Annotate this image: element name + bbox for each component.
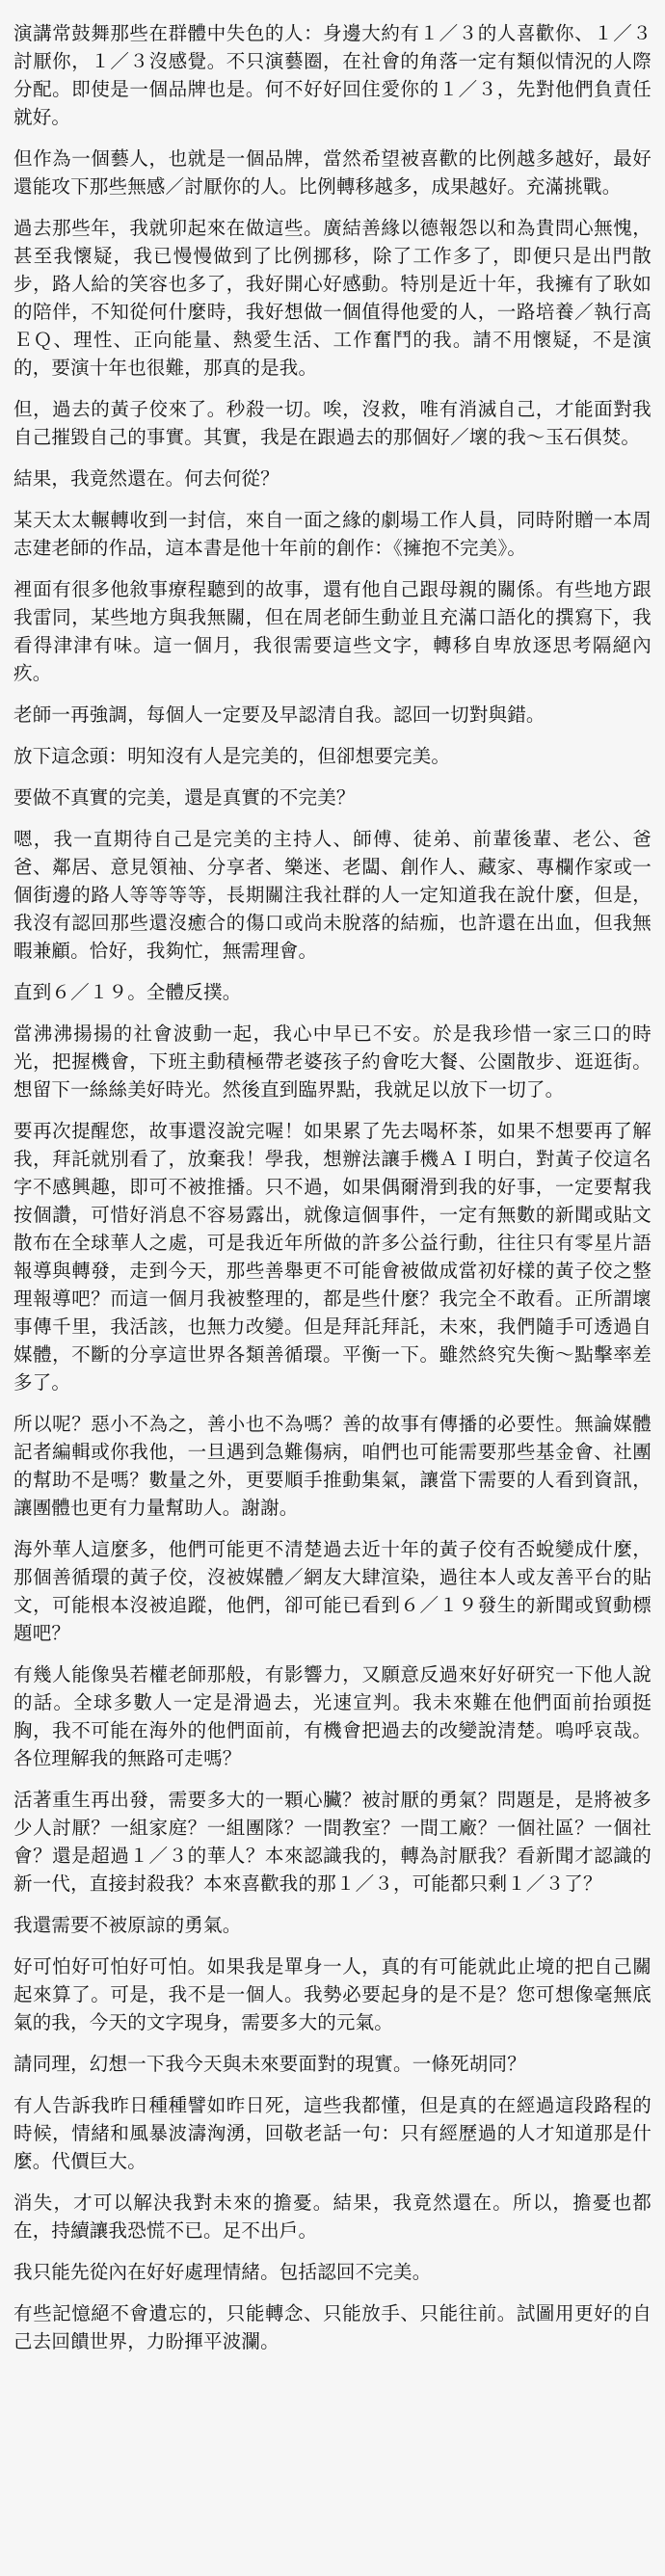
- paragraph: 我還需要不被原諒的勇氣。: [13, 1914, 242, 1936]
- paragraph: 嗯，我一直期待自己是完美的主持人、師傅、徒弟、前輩後輩、老公、爸爸、鄰居、意見領袖、分享者、樂迷、老闆、創作人、藏家、專欄作家或一個街邊的路人等等等等，長期關注我社群的人一定知道我在說什麼，但是，我沒有認回那些還沒癒合的傷口或尚未脫落的結痂，也許還在出血，但我無暇兼顧。恰好，我夠忙，無需理會。: [13, 828, 652, 962]
- paragraph: 所以呢？惡小不為之，善小也不為嗎？善的故事有傳播的必要性。無論媒體記者編輯或你我他，一旦遇到急難傷病，咱們也可能需要那些基金會、社團的幫助不是嗎？數量之外，更要順手推動集氣，讓當下需要的人看到資訊，讓團體也更有力量幫助人。謝謝。: [13, 1413, 652, 1519]
- paragraph: 要做不真實的完美，還是真實的不完美？: [13, 786, 356, 809]
- paragraph: 放下這念頭：明知沒有人是完美的，但卻想要完美。: [13, 745, 451, 767]
- paragraph: 消失，才可以解決我對未來的擔憂。結果，我竟然還在。所以，擔憂也都在，持續讓我恐慌不已。足不出戶。: [13, 2191, 652, 2242]
- paragraph: 有人告訴我昨日種種譬如昨日死，這些我都懂，但是真的在經過這段路程的時候，情緒和風暴波濤洶湧，回敬老話一句：只有經歷過的人才知道那是什麼。代價巨大。: [13, 2094, 652, 2172]
- paragraph: 結果，我竟然還在。何去何從？: [13, 467, 279, 490]
- paragraph: 過去那些年，我就卯起來在做這些。廣結善緣以德報怨以和為貴問心無愧，甚至我懷疑，我已慢慢做到了比例挪移，除了工作多了，即便只是出門散步，路人給的笑容也多了，我好開心好感動。特別是近十年，我擁有了耿如的陪伴，不知從何什麼時，我好想做一個值得他愛的人，一路培養／執行高ＥＱ、理性、正向能量、熱愛生活、工作奮鬥的我。請不用懷疑，不是演的，要演十年也很難，那真的是我。: [13, 217, 652, 379]
- paragraph: 裡面有很多他敘事療程聽到的故事，還有他自己跟母親的關係。有些地方跟我雷同，某些地方與我無關，但在周老師生動並且充滿口語化的撰寫下，我看得津津有味。這一個月，我很需要這些文字，轉移自卑放逐思考隔絕內疚。: [13, 578, 652, 684]
- paragraph: 演講常鼓舞那些在群體中失色的人：身邊大約有１／３的人喜歡你、１／３討厭你，１／３沒感覺。不只演藝圈，在社會的角落一定有類似情況的人際分配。即使是一個品牌也是。何不好好回住愛你的１／３，先對他們負責任就好。: [13, 22, 652, 128]
- paragraph: 海外華人這麼多，他們可能更不清楚過去近十年的黃子佼有否蛻變成什麼，那個善循環的黃子佼，沒被媒體／網友大肆渲染，過往本人或友善平台的貼文，可能根本沒被追蹤，他們，卻可能已看到６／１９發生的新聞或貿動標題吧？: [13, 1538, 652, 1644]
- paragraph: 好可怕好可怕好可怕。如果我是單身一人，真的有可能就此止境的把自己關起來算了。可是，我不是一個人。我勢必要起身的是不是？您可想像毫無底氣的我，今天的文字現身，需要多大的元氣。: [13, 1955, 652, 2033]
- paragraph: 直到６／１９。全體反撲。: [13, 981, 242, 1003]
- paragraph: 某天太太輾轉收到一封信，來自一面之緣的劇場工作人員，同時附贈一本周志建老師的作品，這本書是他十年前的創作：《擁抱不完美》。: [13, 509, 652, 559]
- paragraph: 老師一再強調，每個人一定要及早認清自我。認回一切對與錯。: [13, 704, 545, 726]
- paragraph: 有幾人能像吳若權老師那般，有影響力，又願意反過來好好研究一下他人說的話。全球多數人一定是滑過去，光速宣判。我未來難在他們面前抬頭挺胸，我不可能在海外的他們面前，有機會把過去的改變說清楚。嗚呼哀哉。各位理解我的無路可走嗎？: [13, 1663, 652, 1769]
- paragraph: 但作為一個藝人，也就是一個品牌，當然希望被喜歡的比例越多越好，最好還能攻下那些無感／討厭你的人。比例轉移越多，成果越好。充滿挑戰。: [13, 147, 652, 198]
- paragraph: 活著重生再出發，需要多大的一顆心臟？被討厭的勇氣？問題是，是將被多少人討厭？一組家庭？一組團隊？一間教室？一間工廠？一個社區？一個社會？還是超過１／３的華人？本來認識我的，轉為討厭我？看新聞才認識的新一代，直接封殺我？本來喜歡我的那１／３，可能都只剩１／３了？: [13, 1789, 652, 1895]
- paragraph: 當沸沸揚揚的社會波動一起，我心中早已不安。於是我珍惜一家三口的時光，把握機會，下班主動積極帶老婆孩子約會吃大餐、公園散步、逛逛街。想留下一絲絲美好時光。然後直到臨界點，我就足以放下一切了。: [13, 1022, 652, 1101]
- paragraph: 要再次提醒您，故事還沒說完喔！如果累了先去喝杯茶，如果不想要再了解我，拜託就別看了，放棄我！學我，想辦法讓手機ＡＩ明白，對黃子佼這名字不感興趣，即可不被推播。只不過，如果偶爾滑到我的好事，一定要幫我按個讚，可惜好消息不容易露出，就像這個事件，一定有無數的新聞或貼文散布在全球華人之處，可是我近年所做的許多公益行動，往往只有零星片語報導與轉發，走到今天，那些善舉更不可能會被做成當初好樣的黃子佼之整理報導吧？而這一個月我被整理的，都是些什麼？我完全不敢看。正所謂壞事傳千里，我活該，也無力改變。但是拜託拜託，未來，我們隨手可透過自媒體，不斷的分享這世界各類善循環。平衡一下。雖然終究失衡～點擊率差多了。: [13, 1120, 652, 1394]
- paragraph: 但，過去的黃子佼來了。秒殺一切。唉，沒救，唯有消滅自己，才能面對我自己摧毀自己的事實。其實，我是在跟過去的那個好／壞的我～玉石俱焚。: [13, 398, 652, 448]
- paragraph: 我只能先從內在好好處理情緒。包括認回不完美。: [13, 2261, 432, 2283]
- paragraph: 請同理，幻想一下我今天與未來要面對的現實。一條死胡同？: [13, 2053, 526, 2075]
- paragraph: 有些記憶絕不會遺忘的，只能轉念、只能放手、只能往前。試圖用更好的自己去回饋世界，力盼揮平波瀾。: [13, 2302, 652, 2352]
